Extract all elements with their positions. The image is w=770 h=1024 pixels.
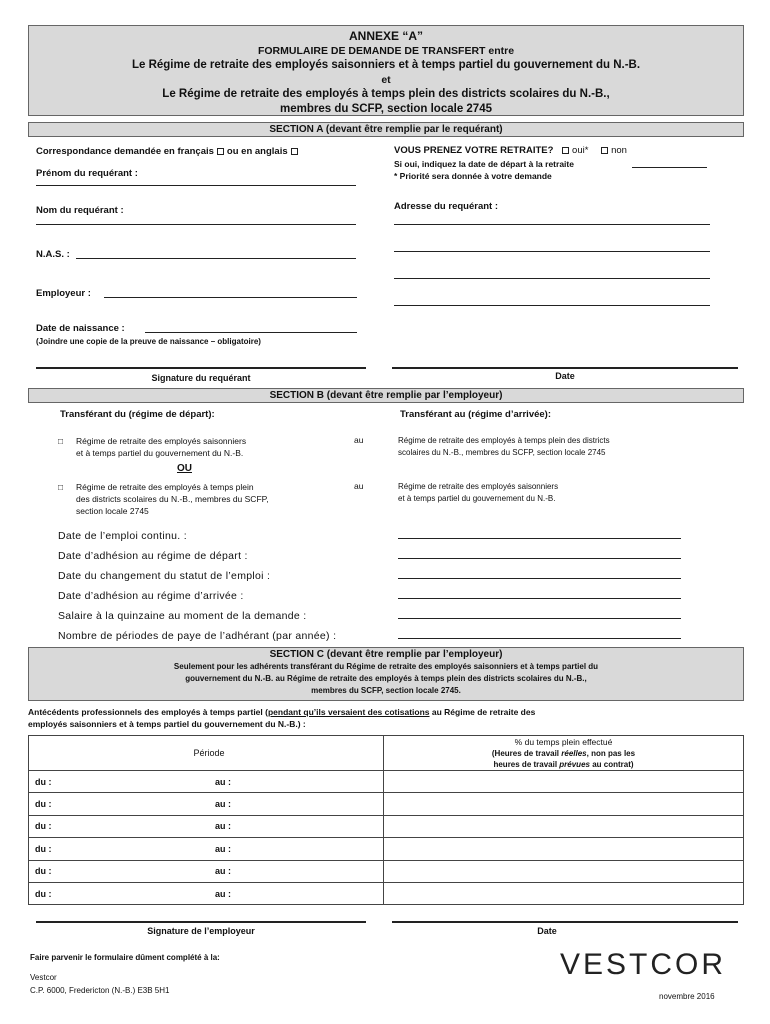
history-b: au Régime de retraite des	[429, 707, 536, 717]
field-label-salary: Salaire à la quinzaine au moment de la demande :	[58, 610, 307, 622]
period-cell[interactable]: du : au :	[29, 838, 384, 860]
option1-to: Régime de retraite des employés à temps plein des districts scolaires du N.-B., membres du SCFP, section locale 2745	[398, 436, 610, 457]
french-checkbox[interactable]	[217, 148, 224, 155]
org-name: Vestcor	[30, 973, 57, 982]
applicant-signature-line[interactable]	[36, 367, 366, 369]
field-label-pay-periods: Nombre de périodes de paye de l’adhérant (par année) :	[58, 630, 337, 642]
table-row	[29, 771, 744, 793]
field-salary[interactable]	[398, 618, 681, 619]
section-a-title: SECTION A (devant être remplie par le requérant)	[28, 122, 744, 137]
retire-date-label: Si oui, indiquez la date de départ à la retraite	[394, 159, 574, 169]
retire-yes-label: oui*	[572, 145, 589, 156]
header-and: et	[381, 73, 391, 86]
period-cell[interactable]: du : au :	[29, 771, 384, 793]
pct-cell[interactable]	[384, 793, 744, 815]
form-version: novembre 2016	[659, 992, 715, 1001]
birth-date-label: Date de naissance :	[36, 323, 125, 334]
section-c-sub2: gouvernement du N.-B. au Régime de retraite des employés à temps plein des districts scolaires du N.-B.,	[185, 674, 587, 683]
birth-date-field[interactable]	[145, 325, 357, 333]
period-table-header	[29, 736, 744, 771]
send-to-label: Faire parvenir le formulaire dûment complété à la:	[30, 953, 220, 962]
retire-yes-checkbox[interactable]	[562, 147, 569, 154]
option2-from: Régime de retraite des employés à temps plein des districts scolaires du N.-B., membres du SCFP, section locale 2745	[76, 482, 269, 516]
pct-col-header-1: % du temps plein effectué	[514, 736, 613, 747]
field-label-status-change: Date du changement du statut de l’emploi :	[58, 570, 271, 582]
sin-field[interactable]	[76, 251, 356, 259]
pct-cell[interactable]	[384, 882, 744, 904]
retire-row	[394, 145, 627, 156]
history-c: employés saisonniers et à temps partiel du gouvernement du N.-B.) :	[28, 719, 306, 729]
employer-date-line[interactable]	[392, 921, 738, 923]
table-row	[29, 838, 744, 860]
section-c-sub3: membres du SCFP, section locale 2745.	[311, 686, 461, 695]
form-header	[28, 25, 744, 116]
option1-au: au	[354, 435, 364, 445]
correspondence-label: Correspondance demandée en français	[36, 146, 214, 157]
address-line-4[interactable]	[394, 305, 710, 306]
first-name-label: Prénom du requérant :	[36, 168, 138, 179]
applicant-date-label: Date	[555, 371, 575, 381]
period-cell[interactable]: du : au :	[29, 793, 384, 815]
option2-to: Régime de retraite des employés saisonniers et à temps partiel du gouvernement du N.-B.	[398, 482, 559, 503]
period-cell[interactable]: du : au :	[29, 882, 384, 904]
plan-from-title: Le Régime de retraite des employés saisonniers et à temps partiel du gouvernement du N.-B.	[131, 59, 641, 71]
period-cell[interactable]: du : au :	[29, 860, 384, 882]
option2-checkbox[interactable]: □	[58, 482, 64, 492]
section-c-sub1: Seulement pour les adhérents transférant du Régime de retraite des employés saisonniers et à temps partiel du	[173, 662, 599, 671]
period-cell[interactable]: du : au :	[29, 815, 384, 837]
address-line-3[interactable]	[394, 278, 710, 279]
plan-to-subtitle: membres du SCFP, section locale 2745	[280, 102, 492, 115]
retire-date-field[interactable]	[632, 159, 707, 168]
employer-date-label: Date	[537, 926, 557, 936]
vestcor-logo: VESTCOR	[560, 948, 727, 981]
birth-note: (Joindre une copie de la preuve de naissance – obligatoire)	[36, 337, 261, 346]
pct-cell[interactable]	[384, 771, 744, 793]
address-label: Adresse du requérant :	[394, 201, 498, 212]
annex-title: ANNEXE “A”	[348, 29, 423, 43]
section-b-title: SECTION B (devant être remplie par l’employeur)	[28, 388, 744, 403]
last-name-label: Nom du requérant :	[36, 205, 124, 216]
plan-to-title: Le Régime de retraite des employés à temps plein des districts scolaires du N.-B.,	[162, 88, 610, 100]
correspondence-row	[36, 146, 301, 157]
or-separator: OU	[177, 463, 192, 474]
pct-col-header	[384, 736, 744, 771]
correspondence-or: ou en anglais	[226, 146, 288, 157]
employer-label: Employeur :	[36, 288, 91, 299]
address-line-2[interactable]	[394, 251, 710, 252]
retire-question: VOUS PRENEZ VOTRE RETRAITE?	[394, 145, 554, 156]
option1-checkbox[interactable]: □	[58, 436, 64, 446]
sin-label: N.A.S. :	[36, 249, 70, 260]
priority-note: * Priorité sera donnée à votre demande	[394, 171, 552, 181]
pct-cell[interactable]	[384, 860, 744, 882]
table-row	[29, 793, 744, 815]
option1-from: Régime de retraite des employés saisonniers et à temps partiel du gouvernement du N.-B.	[76, 436, 247, 458]
transfer-from-header: Transférant du (régime de départ):	[60, 409, 215, 420]
period-table	[28, 735, 744, 905]
field-label-departure-join: Date d’adhésion au régime de départ :	[58, 550, 248, 562]
pct-cell[interactable]	[384, 815, 744, 837]
option2-au: au	[354, 481, 364, 491]
section-c-box	[28, 647, 744, 701]
address-line-1[interactable]	[394, 224, 710, 225]
field-status-change[interactable]	[398, 578, 681, 579]
section-c-title: SECTION C (devant être remplie par l’employeur)	[269, 649, 503, 660]
pct-cell[interactable]	[384, 838, 744, 860]
history-underline: pendant qu’ils versaient des cotisations	[267, 707, 430, 717]
transfer-to-header: Transférant au (régime d’arrivée):	[400, 409, 551, 420]
table-row	[29, 882, 744, 904]
applicant-signature-label: Signature du requérant	[151, 373, 251, 383]
history-a: Antécédents professionnels des employés à temps partiel (	[28, 707, 268, 717]
retire-no-checkbox[interactable]	[601, 147, 608, 154]
period-col-header: Période	[29, 736, 384, 771]
employer-signature-label: Signature de l’employeur	[147, 926, 255, 936]
form-title: FORMULAIRE DE DEMANDE DE TRANSFERT entre	[257, 44, 515, 57]
history-text	[28, 706, 744, 730]
field-continuous-employment[interactable]	[398, 538, 681, 539]
first-name-field[interactable]	[36, 185, 356, 186]
table-row	[29, 815, 744, 837]
field-label-continuous-employment: Date de l’emploi continu. :	[58, 530, 187, 542]
field-pay-periods[interactable]	[398, 638, 681, 639]
last-name-field[interactable]	[36, 224, 356, 225]
field-label-arrival-join: Date d’adhésion au régime d’arrivée :	[58, 590, 244, 602]
org-address: C.P. 6000, Fredericton (N.-B.) E3B 5H1	[30, 986, 170, 995]
retire-no-label: non	[611, 145, 627, 156]
table-row	[29, 860, 744, 882]
field-departure-join[interactable]	[398, 558, 681, 559]
field-arrival-join[interactable]	[398, 598, 681, 599]
employer-signature-line[interactable]	[36, 921, 366, 923]
pct-col-header-2: (Heures de travail réelles, non pas les	[491, 748, 636, 758]
employer-field[interactable]	[104, 290, 357, 298]
applicant-date-line[interactable]	[392, 367, 738, 369]
pct-col-header-3: heures de travail prévues au contrat)	[493, 759, 634, 769]
english-checkbox[interactable]	[291, 148, 298, 155]
